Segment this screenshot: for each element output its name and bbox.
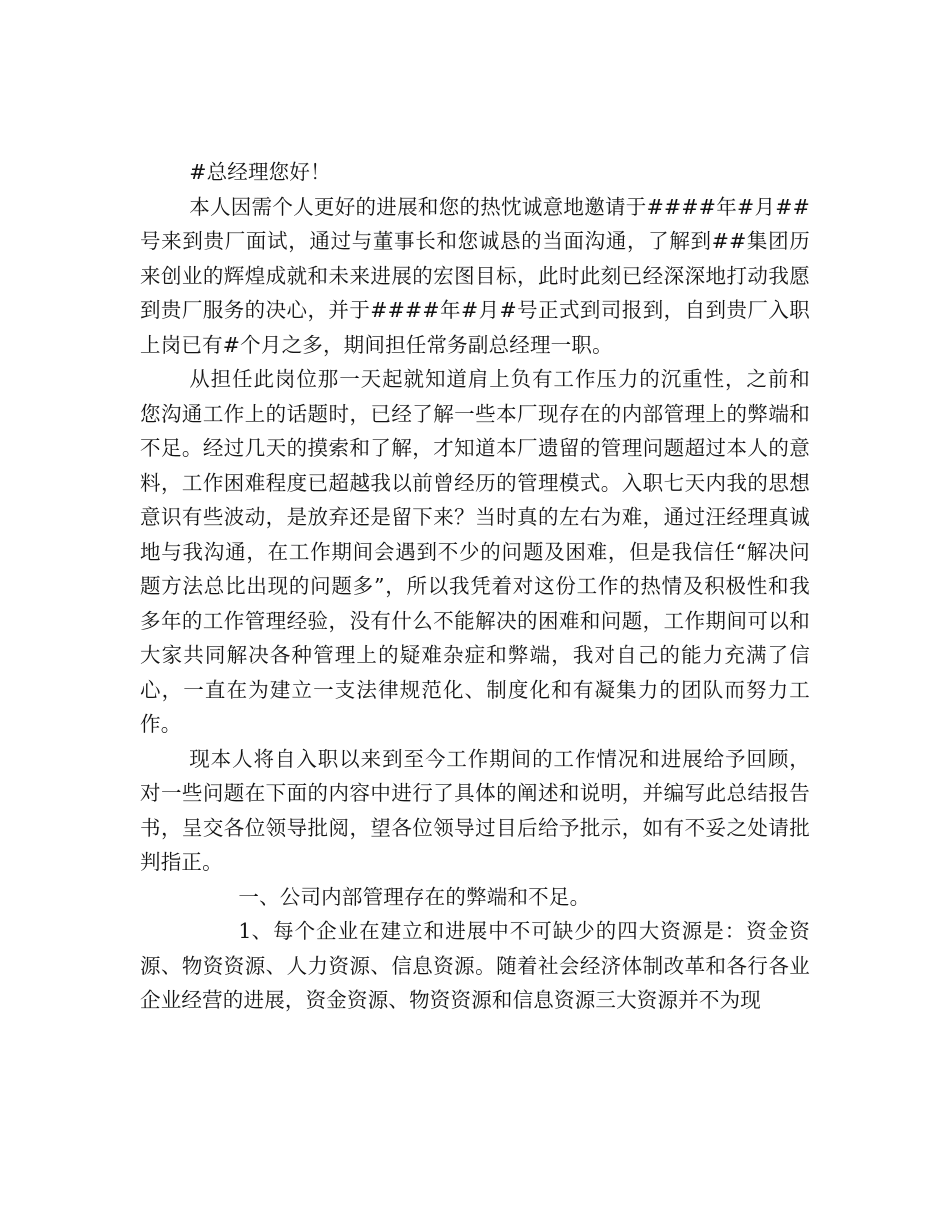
list-item-1	[140, 914, 810, 1018]
paragraph-review: 现本人将自入职以来到至今工作期间的工作情况和进展给予回顾，对一些问题在下面的内容中进行了具体的阐述和说明，并编写此总结报告书，呈交各位领导批阅，望各位领导过目后给予批示，如有不妥之处请批判指正。	[140, 746, 810, 874]
paragraph-challenges: 从担任此岗位那一天起就知道肩上负有工作压力的沉重性，之前和您沟通工作上的话题时，已经了解一些本厂现存在的内部管理上的弊端和不足。经过几天的摸索和了解，才知道本厂遗留的管理问题超过本人的意料，工作困难程度已超越我以前曾经历的管理模式。入职七天内我的思想意识有些波动，是放弃还是留下来？当时真的左右为难，通过汪经理真诚地与我沟通，在工作期间会遇到不少的问题及困难，但是我信任“解决问题方法总比出现的问题多”，所以我凭着对这份工作的热情及积极性和我多年的工作管理经验，没有什么不能解决的困难和问题，工作期间可以和大家共同解决各种管理上的疑难杂症和弊端，我对自己的能力充满了信心，一直在为建立一支法律规范化、制度化和有凝集力的团队而努力工作。	[140, 367, 810, 736]
section-title: 公司内部管理存在的弊端和不足。	[279, 884, 591, 909]
paragraph-intro: 本人因需个人更好的进展和您的热忱诚意地邀请于####年#月##号来到贵厂面试，通过与董事长和您诚恳的当面沟通，了解到##集团历来创业的辉煌成就和未来进展的宏图目标，此时此刻已经深深地打动我愿到贵厂服务的决心，并于####年#月#号正式到司报到，自到贵厂入职上岗已有#个月之多，期间担任常务副总经理一职。	[140, 194, 810, 357]
section-number: 一、	[238, 884, 280, 909]
section-heading-1	[140, 880, 810, 915]
list-item-number: 1、	[238, 919, 273, 943]
document-body	[140, 155, 810, 1018]
greeting-line: #总经理您好！	[189, 160, 331, 184]
list-item-text: 每个企业在建立和进展中不可缺少的四大资源是：资金资源、物资资源、人力资源、信息资源。随着社会经济体制改革和各行各业企业经营的进展，资金资源、物资资源和信息资源三大资源并不为现	[140, 919, 810, 1012]
